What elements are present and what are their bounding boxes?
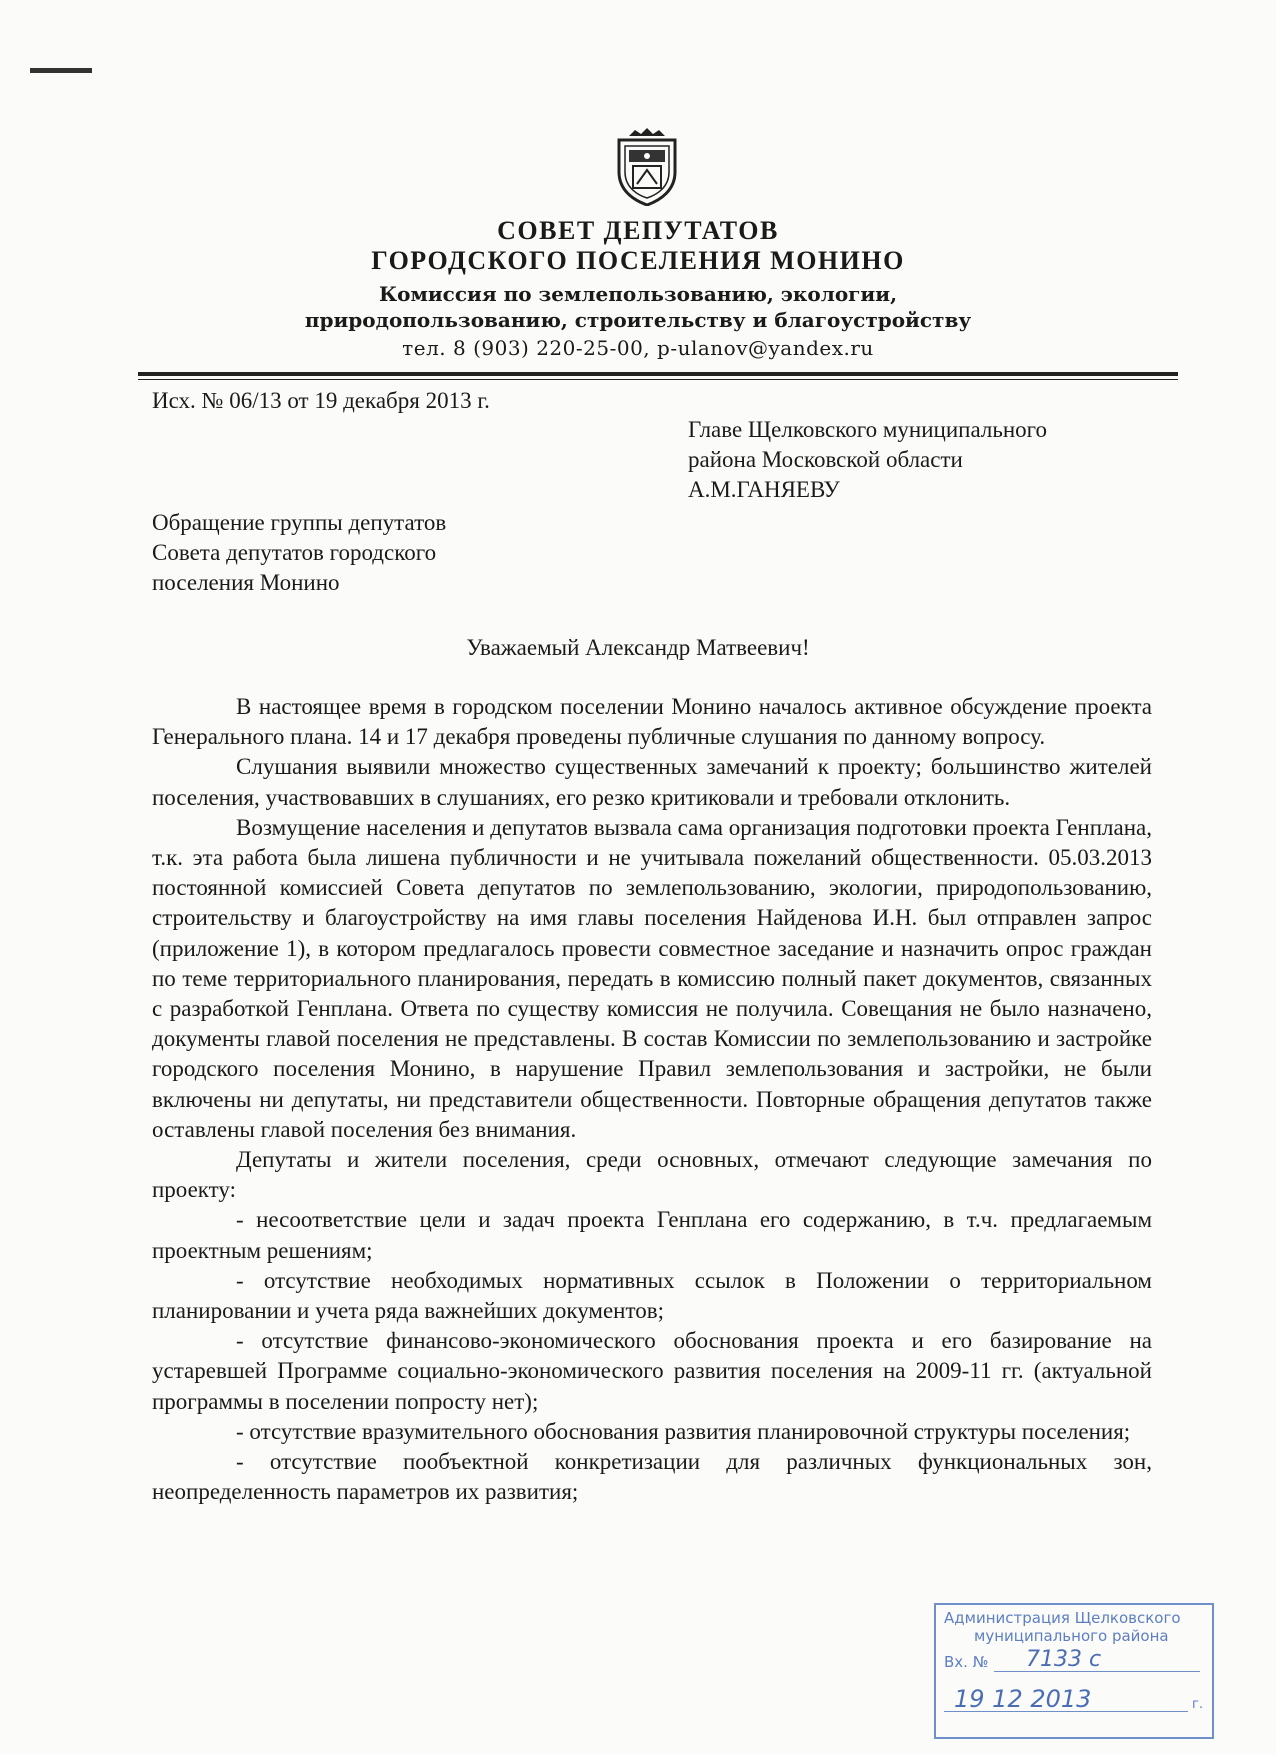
outgoing-reference: Исх. № 06/13 от 19 декабря 2013 г. — [152, 388, 490, 413]
registration-stamp — [934, 1603, 1214, 1739]
stamp-organization: муниципального района — [974, 1627, 1169, 1645]
stamp-incoming-label: Вх. № — [944, 1653, 989, 1671]
letter-body — [152, 692, 1152, 1507]
contact-info: тел. 8 (903) 220-25-00, p-ulanov@yandex.ru — [402, 336, 874, 360]
council-subtitle: ГОРОДСКОГО ПОСЕЛЕНИЯ МОНИНО — [371, 246, 905, 275]
addressee-block — [688, 415, 1047, 505]
body-paragraph: Депутаты и жители поселения, среди основных, отмечают следующие замечания по проекту: — [152, 1147, 1152, 1203]
subject-line: поселения Монино — [152, 570, 340, 595]
subject-line: Совета депутатов городского — [152, 540, 437, 565]
addressee-line: Главе Щелковского муниципального — [688, 417, 1048, 442]
commission-name-line1: Комиссия по землепользованию, экологии, — [378, 282, 898, 306]
header-divider-thick — [138, 372, 1178, 376]
stamp-organization: Администрация Щелковского — [944, 1609, 1181, 1627]
council-title: СОВЕТ ДЕПУТАТОВ — [497, 216, 779, 245]
coat-of-arms-emblem — [615, 128, 679, 206]
corner-mark — [30, 68, 92, 73]
stamp-incoming-number: 7133 с — [1026, 1647, 1102, 1672]
remark-item: - несоответствие цели и задач проекта Генплана его содержанию, в т.ч. предлагаемым проектным решениям; — [152, 1207, 1152, 1263]
subject-line: Обращение группы депутатов — [152, 510, 447, 535]
remark-item: - отсутствие пообъектной конкретизации для различных функциональных зон, неопределенность параметров их развития; — [152, 1449, 1152, 1505]
stamp-date: 19 12 2013 — [954, 1685, 1092, 1713]
salutation: Уважаемый Александр Матвеевич! — [466, 635, 810, 660]
body-paragraph: Возмущение населения и депутатов вызвала сама организация подготовки проекта Генплана, т.к. эта работа была лишена публичности и не учитывала пожеланий общественности. 05.03.2013 постоянной комиссией Совета депутатов по землепользованию, экологии, природопользованию, строительству и благоустройству на имя главы поселения Найденова И.Н. был отправлен запрос (приложение 1), в котором предлагалось провести совместное заседание и назначить опрос граждан по теме территориального планирования, передать в комиссию полный пакет документов, связанных с разработкой Генплана. Ответа по существу комиссия не получила. Совещания не было назначено, документы главой поселения не представлены. В состав Комиссии по землепользованию и застройке городского поселения Монино, в нарушение Правил землепользования и застройки, не были включены ни депутаты, ни представители общественности. Повторные обращения депутатов также оставлены главой поселения без внимания. — [152, 814, 1152, 1142]
header-divider-thin — [138, 379, 1178, 380]
remark-item: - отсутствие финансово-экономического обоснования проекта и его базирование на устаревшей Программе социально-экономического развития поселения на 2009-11 гг. (актуальной программы в поселении попросту нет); — [152, 1328, 1152, 1414]
addressee-line: района Московской области — [688, 447, 963, 472]
addressee-name: А.М.ГАНЯЕВУ — [688, 477, 840, 502]
remark-item: - отсутствие необходимых нормативных ссылок в Положении о территориальном планировании и учета ряда важнейших документов; — [152, 1267, 1152, 1324]
remark-item: - отсутствие вразумительного обоснования развития планировочной структуры поселения; — [236, 1418, 1131, 1444]
body-paragraph: В настоящее время в городском поселении Монино началось активное обсуждение проекта Генерального плана. 14 и 17 декабря проведены публичные слушания по данному вопросу. — [152, 694, 1152, 750]
stamp-year-suffix: г. — [1192, 1697, 1203, 1712]
body-paragraph: Слушания выявили множество существенных замечаний к проекту; большинство жителей поселения, участвовавших в слушаниях, его резко критиковали и требовали отклонить. — [152, 754, 1152, 810]
commission-name-line2: природопользованию, строительству и благоустройству — [304, 308, 972, 332]
subject-block — [152, 508, 446, 598]
